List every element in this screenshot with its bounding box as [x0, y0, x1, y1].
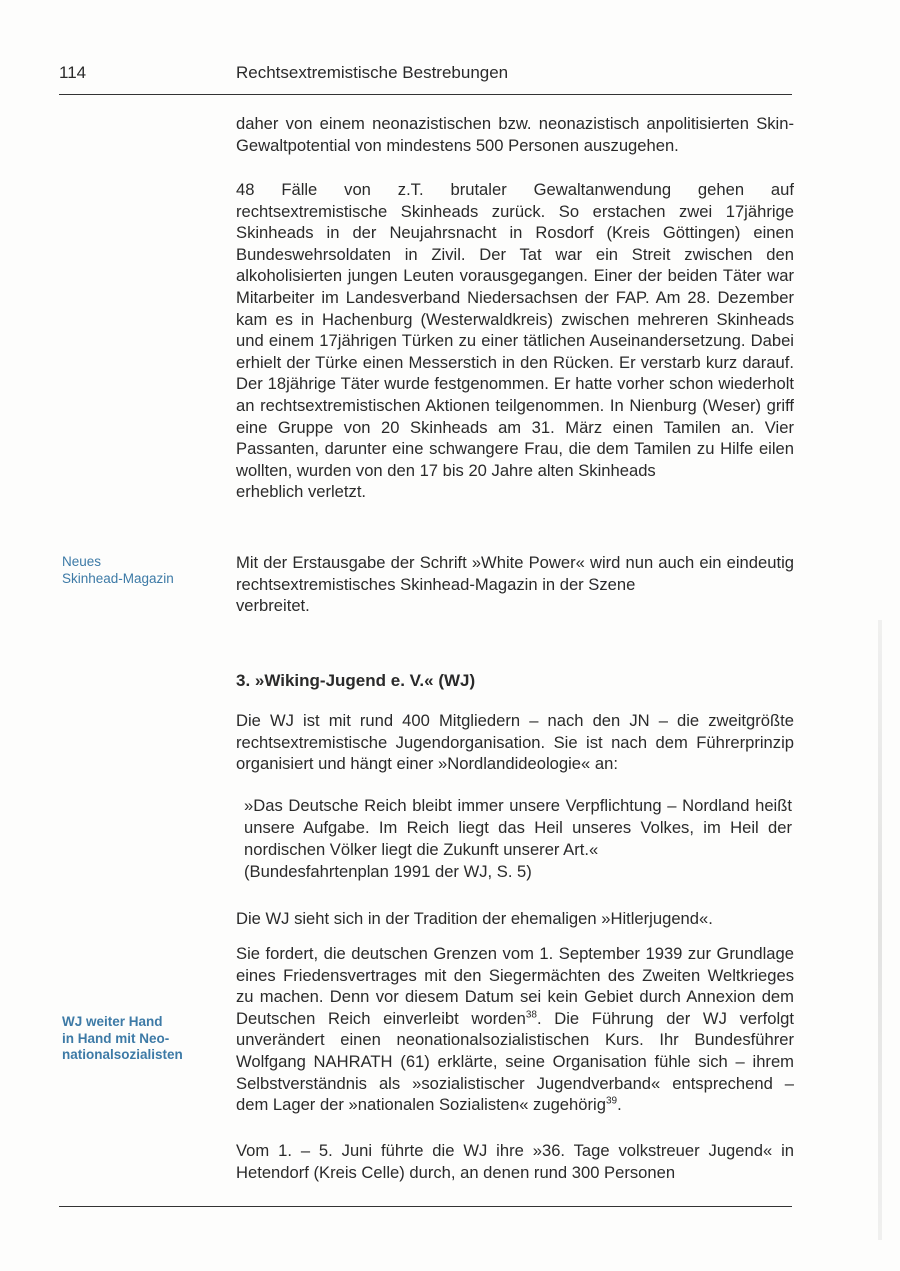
paragraph-4-text: Die WJ ist mit rund 400 Mitgliedern – nach den JN – die zweitgrößte rechtsextremistische Jugendorganisation. Sie ist nach dem Führerprinzip organisiert und hängt einer »Nordlandideologie« an: — [236, 711, 794, 774]
paragraph-3 — [236, 552, 794, 617]
running-head: Rechtsextremistische Bestrebungen — [236, 63, 509, 82]
quotation — [244, 795, 792, 883]
paragraph-1-text: daher von einem neonazistischen bzw. neonazistisch anpolitisierten Skin-Gewaltpotential von mindestens 500 Personen auszugehen. — [236, 114, 794, 155]
paragraph-5-text: Die WJ sieht sich in der Tradition der ehemaligen »Hitlerjugend«. — [236, 909, 713, 928]
paragraph-6 — [236, 943, 794, 1116]
paragraph-4 — [236, 710, 794, 775]
paragraph-6-text-a: Sie fordert, die deutschen Grenzen vom 1. September 1939 zur Grundlage eines Friedensvertrages mit den Siegermächten des Zweiten Weltkrieges zu machen. Denn vor diesem Datum sei kein Gebiet durch Annexion dem Deutschen Reich einverleibt worden — [236, 944, 794, 1028]
paragraph-3-text: Mit der Erstausgabe der Schrift »White Power« wird nun auch ein eindeutig rechtsextremistisches Skinhead-Magazin in der Szene — [236, 553, 794, 594]
paragraph-7 — [236, 1140, 794, 1183]
paragraph-2 — [236, 179, 794, 503]
footnote-ref-39[interactable]: 39 — [605, 1095, 618, 1107]
header-rule — [59, 94, 792, 95]
quotation-text: »Das Deutsche Reich bleibt immer unsere Verpflichtung – Nordland heißt unsere Aufgabe. Im Reich liegt das Heil unseres Volkes, im Heil der nordischen Völker liegt die Zukunft unserer Art.« — [244, 796, 792, 859]
margin-note-line: Neues — [62, 554, 102, 569]
paragraph-2-last-line: erheblich verletzt. — [236, 482, 367, 502]
paragraph-6-text-b: . Die Führung der WJ verfolgt unverändert einen neonationalsozialistischen Kurs. Ihr Bundesführer Wolfgang NAHRATH (61) erklärte, seine Organisation fühle sich – ihrem Selbstverständnis als »sozialistischer Jugendverband« entsprechend – dem Lager der »nationalen Sozialisten« zugehörig — [236, 1008, 794, 1115]
margin-note-skinhead-magazin — [62, 554, 222, 587]
paragraph-6-text-c: . — [617, 1095, 622, 1115]
margin-note-line: Skinhead-Magazin — [62, 570, 174, 586]
paragraph-2-text: 48 Fälle von z.T. brutaler Gewaltanwendung gehen auf rechtsextremistische Skinheads zurück. So erstachen zwei 17jährige Skinheads in der Neujahrsnacht in Rosdorf (Kreis Göttingen) einen Bundeswehrsoldaten in Zivil. Der Tat war ein Streit zwischen den alkoholisierten jungen Leuten vorausgegangen. Einer der beiden Täter war Mitarbeiter im Landesverband Niedersachsen der FAP. Am 28. Dezember kam es in Hachenburg (Westerwaldkreis) zwischen mehreren Skinheads und einem 17jährigen Türken zu einer tätlichen Auseinandersetzung. Dabei erhielt der Türke einen Messerstich in den Rücken. Er verstarb kurz darauf. Der 18jährige Täter wurde festgenommen. Er hatte vorher schon wiederholt an rechtsextremistischen Aktionen teilgenommen. In Nienburg (Weser) griff eine Gruppe von 20 Skinheads am 31. März einen Tamilen an. Vier Passanten, darunter eine schwangere Frau, die dem Tamilen zu Hilfe eilen wollten, wurden von den 17 bis 20 Jahre alten Skinheads — [236, 180, 794, 480]
margin-note-line: WJ weiter Hand — [62, 1014, 163, 1029]
footnote-ref-38[interactable]: 38 — [525, 1009, 537, 1021]
section-heading: 3. »Wiking-Jugend e. V.« (WJ) — [236, 671, 476, 690]
quotation-source: (Bundesfahrtenplan 1991 der WJ, S. 5) — [244, 862, 532, 881]
margin-note-wj-neonazis — [62, 1014, 222, 1064]
paragraph-3-last-line: verbreitet. — [236, 596, 310, 616]
margin-note-line: nationalsozialisten — [62, 1047, 183, 1062]
page-number: 114 — [59, 63, 87, 82]
paragraph-5 — [236, 908, 794, 930]
paragraph-1 — [236, 113, 794, 156]
paragraph-7-text: Vom 1. – 5. Juni führte die WJ ihre »36. Tage volkstreuer Jugend« in Hetendorf (Kreis Celle) durch, an denen rund 300 Personen — [236, 1141, 794, 1182]
margin-note-line: in Hand mit Neo- — [62, 1030, 170, 1046]
scan-edge-shadow — [878, 620, 882, 1240]
footer-rule — [59, 1206, 792, 1207]
